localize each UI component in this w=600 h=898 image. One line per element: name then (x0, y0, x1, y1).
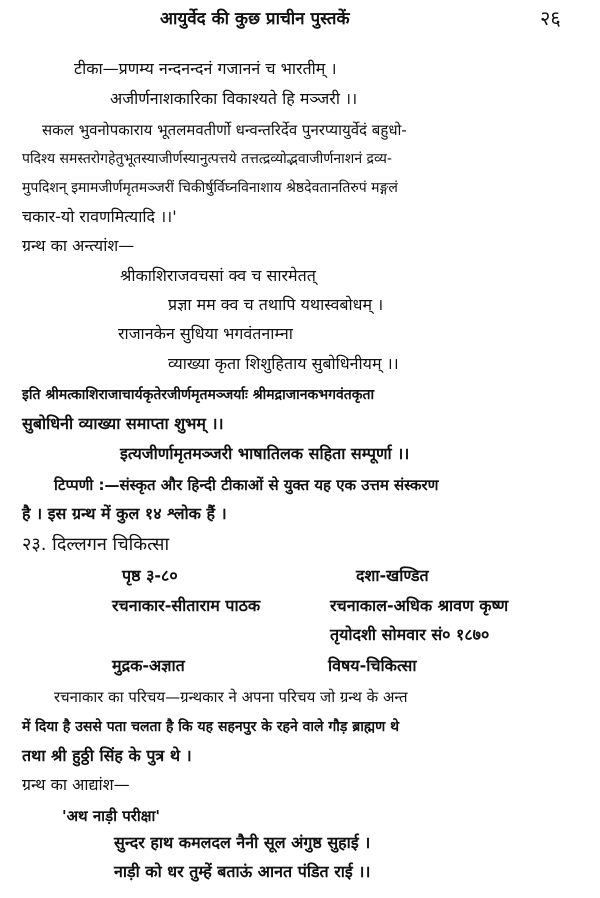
text-line-13: सुबोधिनी व्याख्या समाप्ता शुभम् ।। (22, 414, 224, 433)
text-line-07: ग्रन्थ का अन्त्यांश— (22, 236, 135, 255)
text-line-16: है । इस ग्रन्थ में कुल १४ श्लोक हैं । (22, 504, 227, 523)
text-line-01: टीका—प्रणम्य नन्दनन्दनं गजाननं च भारतीम् । (74, 59, 337, 78)
text-line-04: पदिश्य समस्तरोगहेतुभूतस्याजीर्णस्यानुत्पत्तये तत्तत्द्रव्योद्भवाजीर्णनाशनं द्रव्य- (22, 151, 392, 167)
text-line-17: रचनाकार का परिचय—ग्रन्थकार ने अपना परिचय जो ग्रन्थ के अन्त (54, 688, 408, 706)
page-number: २६ (540, 6, 561, 30)
text-line-20: ग्रन्थ का आद्यांश— (22, 775, 130, 794)
text-line-05: मुपदिशन् इमामजीर्णमृतमञ्जरीं चिकीर्षुर्विघ्नविनाशाय श्रेष्ठदेवतानतिरुपं मङ्गलं (22, 180, 398, 196)
text-line-03: सकल भुवनोपकाराय भूतलमवतीर्णो धन्वन्तरिर्देव पुनरप्यायुर्वेदं बहुधो- (42, 121, 407, 139)
section-title: २३. दिल्लगन चिकित्सा (22, 534, 170, 555)
text-line-06: चकार-यो रावणमित्यादि ।।' (22, 207, 177, 226)
text-line-12: इति श्रीमत्काशिराजाचार्यकृतेरजीर्णमृतमञ्जर्याः श्रीमद्राजानकभगवंतकृता (22, 387, 375, 403)
text-line-19: तथा श्री हुठ्ठी सिंह के पुत्र थे । (22, 746, 192, 765)
text-line-18: में दिया है उससे पता चलता है कि यह सहनपुर के रहने वाले गौड़ ब्राह्मण थे (22, 719, 400, 735)
meta-pages: पृष्ठ ३-८० (122, 566, 178, 585)
text-line-14: इत्यजीर्णामृतमञ्जरी भाषातिलक सहिता सम्पूर्णा ।। (120, 444, 410, 463)
verse-line-23: नाड़ी को धर तुम्हें बताऊं आनत पंडित राई ।। (114, 862, 371, 881)
text-line-02: अजीर्णनाशकारिका विकाश्यते हि मञ्जरी ।। (110, 89, 358, 108)
verse-line-11: व्याख्या कृता शिशुहिताय सुबोधिनीयम् ।। (168, 354, 399, 373)
verse-line-09: प्रज्ञा मम क्व च तथापि यथास्वबोधम् । (168, 295, 384, 314)
meta-condition: दशा-खण्डित (356, 566, 429, 585)
meta-subject: विषय-चिकित्सा (328, 656, 417, 675)
running-title: आयुर्वेद की कुछ प्राचीन पुस्तकें (160, 9, 350, 29)
verse-line-08: श्रीकाशिराजवचसां क्व च सारमेतत् (120, 266, 316, 285)
text-line-21: 'अथ नाड़ी परीक्षा' (62, 807, 160, 825)
meta-date: तृयोदशी सोमवार सं० १८७० (330, 625, 490, 644)
text-line-15: टिप्पणी :—संस्कृत और हिन्दी टीकाओं से युक्त यह एक उत्तम संस्करण (54, 476, 439, 494)
verse-line-10: राजानकेन सुधिया भगवंतनाम्ना (118, 324, 293, 343)
verse-line-22: सुन्दर हाथ कमलदल नैनी सूल अंगुष्ठ सुहाई । (114, 833, 371, 852)
meta-period: रचनाकाल-अधिक श्रावण कृष्ण (330, 596, 509, 615)
meta-author: रचनाकार-सीताराम पाठक (112, 596, 261, 615)
meta-printer: मुद्रक-अज्ञात (112, 656, 185, 675)
